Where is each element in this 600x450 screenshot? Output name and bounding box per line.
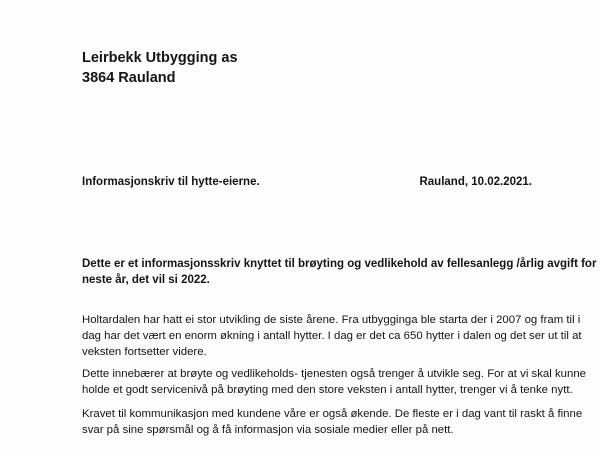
intro-paragraph <box>82 256 597 288</box>
body-paragraph <box>82 406 583 438</box>
intro-line: neste år, det vil si 2022. <box>82 274 210 286</box>
letter-place-date: Rauland, 10.02.2021. <box>419 176 532 188</box>
paragraph-line: Holtardalen har hatt ei stor utvikling de siste årene. Fra utbygginga ble starta der i 2007 og fram til i <box>82 314 581 326</box>
intro-line: Dette er et informasjonsskriv knyttet til brøyting og vedlikehold av fellesanlegg /årlig avgift for <box>82 258 597 270</box>
paragraph-line: dag har det vært en enorm økning i antall hytter. I dag er det ca 650 hytter i dalen og det ser ut til at <box>82 330 582 342</box>
paragraph-line: Dette innebærer at brøyte og vedlikeholds- tjenesten også trenger å utvikle seg. For at vi skal kunne <box>82 368 586 380</box>
sender-company: Leirbekk Utbygging as <box>82 50 238 66</box>
letter-subject: Informasjonskriv til hytte-eierne. <box>82 176 260 188</box>
paragraph-line: svar på sine spørsmål og å få informasjon via sosiale medier eller på nett. <box>82 424 454 436</box>
sender-postal: 3864 Rauland <box>82 70 176 86</box>
body-paragraph <box>82 366 586 398</box>
body-paragraph <box>82 312 582 360</box>
sender-address <box>82 48 238 88</box>
paragraph-line: veksten fortsetter videre. <box>82 346 207 358</box>
paragraph-line: holde et godt servicenivå på brøyting med den store veksten i antall hytter, trenger vi å tenke nytt. <box>82 384 573 396</box>
paragraph-line: Kravet til kommunikasjon med kundene våre er også økende. De fleste er i dag vant til raskt å finne <box>82 408 583 420</box>
